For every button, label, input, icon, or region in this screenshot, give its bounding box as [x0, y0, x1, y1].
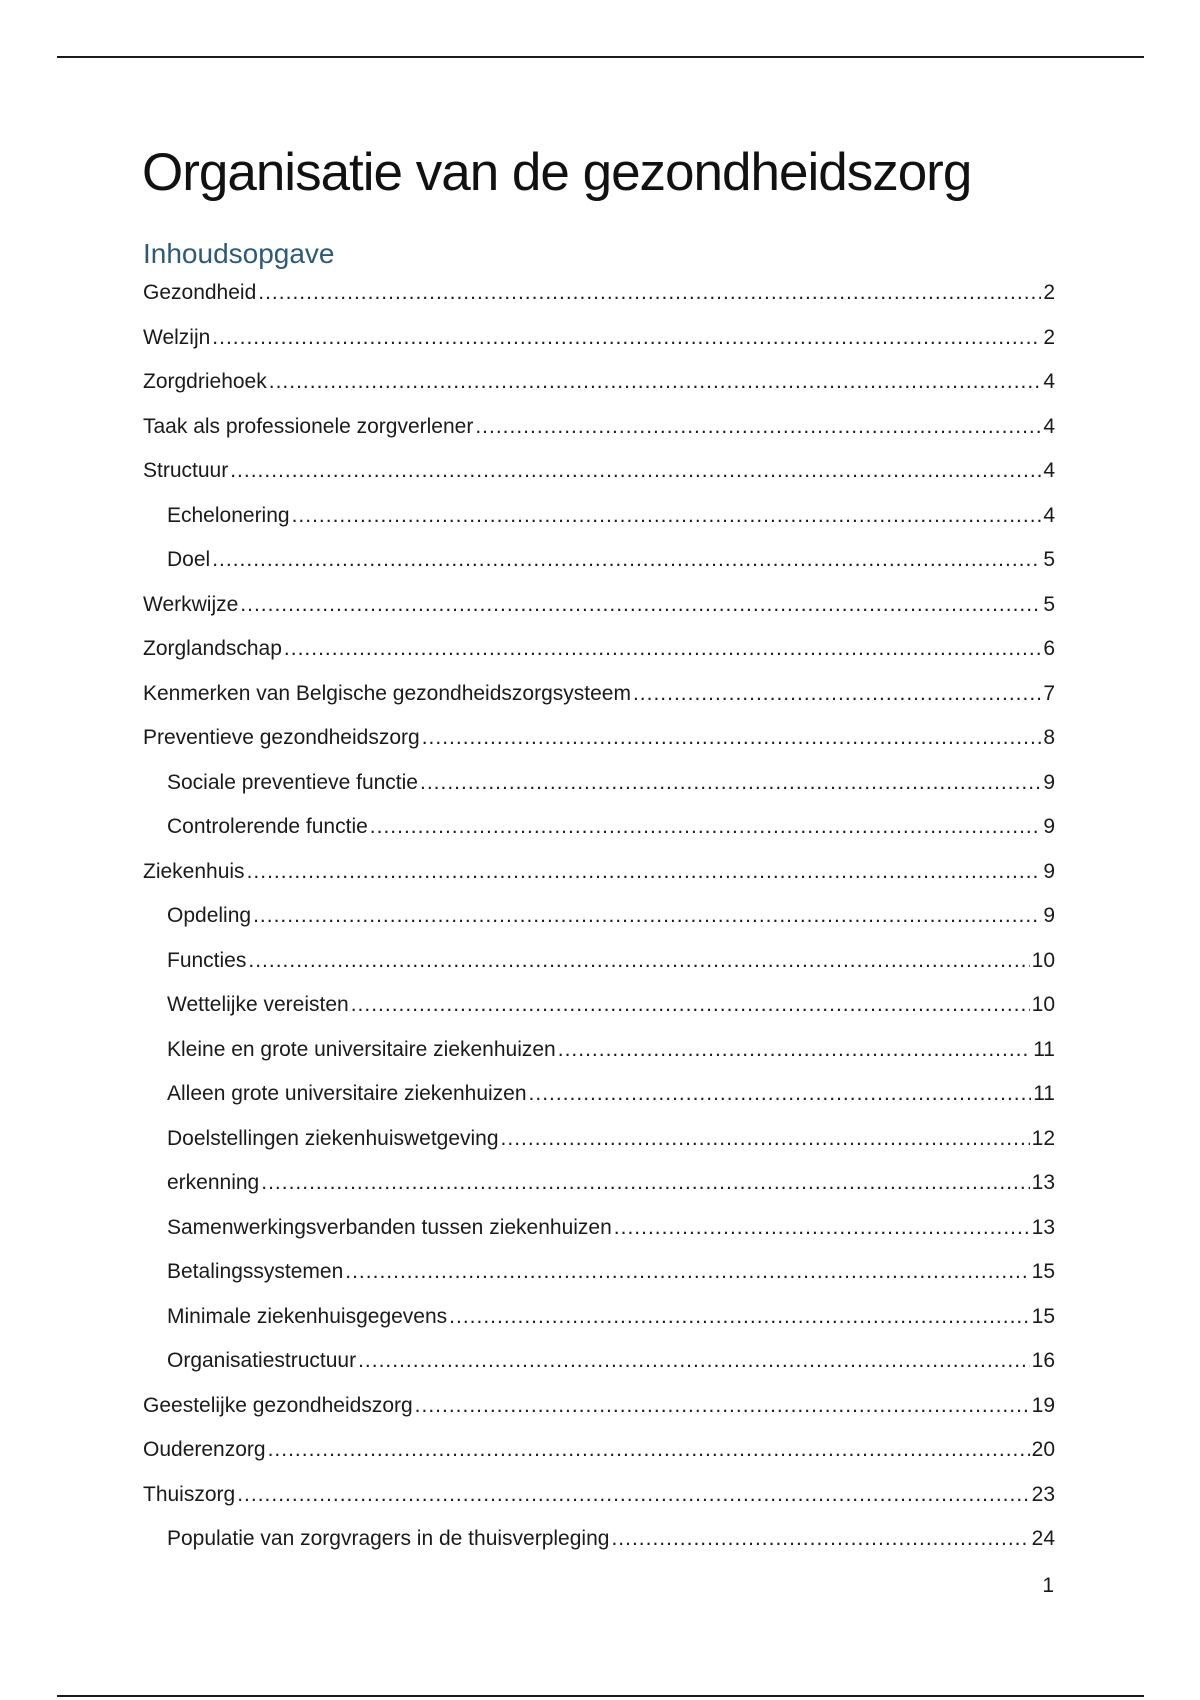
toc-entry-label: Thuiszorg: [143, 1482, 236, 1506]
toc-entry[interactable]: [143, 316, 1055, 361]
toc-dot-leader: [358, 1339, 1030, 1384]
toc-dot-leader: [415, 1384, 1030, 1429]
toc-entry[interactable]: [143, 271, 1055, 316]
toc-entry-page: 4: [1043, 459, 1055, 482]
toc-entry-label: Zorgdriehoek: [143, 370, 267, 393]
toc-dot-leader: [370, 805, 1041, 850]
toc-entry[interactable]: [143, 1206, 1055, 1251]
toc-entry-label: Sociale preventieve functie: [167, 770, 418, 794]
toc-entry-label: Betalingssystemen: [167, 1260, 344, 1283]
toc-entry[interactable]: [143, 983, 1055, 1028]
toc-entry-label: Werkwijze: [143, 592, 239, 616]
toc-entry-page: 10: [1031, 948, 1055, 972]
toc-entry[interactable]: [143, 360, 1055, 405]
toc-dot-leader: [261, 1161, 1029, 1206]
toc-entry[interactable]: [143, 1339, 1055, 1384]
toc-entry-page: 13: [1031, 1171, 1055, 1194]
toc-dot-leader: [422, 716, 1041, 761]
toc-entry-page: 13: [1031, 1215, 1055, 1239]
toc-entry-page: 15: [1031, 1304, 1055, 1328]
toc-dot-leader: [501, 1117, 1030, 1162]
toc-entry[interactable]: [143, 1117, 1055, 1162]
toc-entry[interactable]: [143, 1161, 1055, 1206]
toc-dot-leader: [284, 627, 1041, 672]
toc-entry-page: 9: [1043, 904, 1055, 927]
toc-entry-label: Minimale ziekenhuisgegevens: [167, 1304, 448, 1328]
toc-entry-label: erkenning: [167, 1171, 260, 1194]
table-of-contents: [143, 271, 1055, 1562]
toc-entry-page: 9: [1043, 859, 1055, 883]
toc-entry-label: Structuur: [143, 459, 229, 482]
toc-entry-label: Taak als professionele zorgverlener: [143, 414, 474, 438]
toc-entry-label: Controlerende functie: [167, 815, 368, 838]
toc-entry[interactable]: [143, 1028, 1055, 1073]
toc-entry-label: Doel: [167, 548, 211, 571]
toc-dot-leader: [345, 1250, 1029, 1295]
toc-entry[interactable]: [143, 1072, 1055, 1117]
toc-entry-label: Zorglandschap: [143, 637, 282, 660]
toc-entry-label: Preventieve gezondheidszorg: [143, 726, 420, 749]
toc-entry-page: 12: [1031, 1126, 1055, 1150]
toc-entry[interactable]: [143, 716, 1055, 761]
toc-entry[interactable]: [143, 894, 1055, 939]
toc-entry-label: Ouderenzorg: [143, 1438, 266, 1461]
toc-entry-label: Gezondheid: [143, 281, 257, 304]
toc-dot-leader: [212, 538, 1041, 583]
toc-entry-page: 4: [1043, 503, 1055, 527]
toc-entry-page: 15: [1031, 1260, 1055, 1283]
document-title: Organisatie van de gezondheidszorg: [142, 143, 972, 202]
toc-dot-leader: [230, 449, 1041, 494]
toc-entry[interactable]: [143, 672, 1055, 717]
toc-entry[interactable]: [143, 1473, 1055, 1518]
bottom-rule: [57, 1695, 1144, 1697]
toc-entry-page: 11: [1033, 1082, 1055, 1105]
toc-entry[interactable]: [143, 805, 1055, 850]
toc-entry-label: Wettelijke vereisten: [167, 993, 349, 1016]
toc-dot-leader: [529, 1072, 1032, 1117]
toc-entry-label: Opdeling: [167, 904, 252, 927]
toc-entry[interactable]: [143, 538, 1055, 583]
toc-dot-leader: [292, 494, 1041, 539]
toc-entry-page: 20: [1031, 1438, 1055, 1461]
toc-entry-page: 6: [1043, 637, 1055, 660]
toc-dot-leader: [351, 983, 1030, 1028]
toc-dot-leader: [558, 1028, 1031, 1073]
toc-entry[interactable]: [143, 494, 1055, 539]
toc-entry-page: 11: [1033, 1037, 1055, 1061]
toc-entry-label: Echelonering: [167, 503, 290, 527]
toc-entry-label: Kleine en grote universitaire ziekenhuizen: [167, 1037, 556, 1061]
toc-entry[interactable]: [143, 1517, 1055, 1562]
toc-entry[interactable]: [143, 850, 1055, 895]
toc-dot-leader: [237, 1473, 1029, 1518]
toc-entry-page: 24: [1031, 1527, 1055, 1550]
toc-dot-leader: [253, 894, 1041, 939]
toc-entry-page: 9: [1043, 770, 1055, 794]
toc-entry[interactable]: [143, 583, 1055, 628]
toc-dot-leader: [258, 271, 1041, 316]
toc-entry-label: Geestelijke gezondheidszorg: [143, 1393, 413, 1417]
toc-entry-page: 10: [1031, 993, 1055, 1016]
toc-dot-leader: [248, 939, 1029, 984]
toc-entry-page: 8: [1043, 726, 1055, 749]
toc-entry-page: 7: [1043, 681, 1055, 705]
top-rule: [57, 56, 1144, 58]
toc-entry-label: Welzijn: [143, 325, 211, 349]
toc-entry-label: Populatie van zorgvragers in de thuisverpleging: [167, 1527, 610, 1550]
toc-entry-label: Organisatiestructuur: [167, 1349, 357, 1372]
toc-entry-label: Doelstellingen ziekenhuiswetgeving: [167, 1126, 499, 1150]
toc-heading: Inhoudsopgave: [143, 238, 335, 269]
toc-dot-leader: [268, 1428, 1030, 1473]
toc-dot-leader: [449, 1295, 1029, 1340]
toc-dot-leader: [420, 761, 1041, 806]
page-number: 1: [1042, 1574, 1054, 1597]
toc-entry-page: 16: [1031, 1349, 1055, 1372]
toc-entry[interactable]: [143, 761, 1055, 806]
toc-entry-label: Samenwerkingsverbanden tussen ziekenhuizen: [167, 1215, 612, 1239]
toc-entry[interactable]: [143, 449, 1055, 494]
toc-dot-leader: [475, 405, 1041, 450]
toc-entry-page: 4: [1043, 414, 1055, 438]
toc-dot-leader: [240, 583, 1041, 628]
toc-entry-page: 5: [1043, 548, 1055, 571]
toc-entry[interactable]: [143, 627, 1055, 672]
toc-entry[interactable]: [143, 405, 1055, 450]
toc-entry-page: 9: [1043, 815, 1055, 838]
toc-dot-leader: [212, 316, 1041, 361]
toc-entry-page: 5: [1043, 592, 1055, 616]
toc-entry[interactable]: [143, 1250, 1055, 1295]
toc-dot-leader: [247, 850, 1041, 895]
toc-entry-page: 19: [1031, 1393, 1055, 1417]
toc-dot-leader: [611, 1517, 1029, 1562]
toc-entry-label: Functies: [167, 948, 247, 972]
toc-entry-label: Kenmerken van Belgische gezondheidszorgsysteem: [143, 681, 631, 705]
toc-entry-page: 2: [1043, 281, 1055, 304]
toc-entry-page: 4: [1043, 370, 1055, 393]
toc-entry-page: 23: [1031, 1482, 1055, 1506]
toc-entry-label: Alleen grote universitaire ziekenhuizen: [167, 1082, 527, 1105]
toc-dot-leader: [633, 672, 1041, 717]
toc-dot-leader: [269, 360, 1041, 405]
toc-entry[interactable]: [143, 1428, 1055, 1473]
toc-dot-leader: [614, 1206, 1030, 1251]
toc-entry[interactable]: [143, 1295, 1055, 1340]
toc-entry[interactable]: [143, 939, 1055, 984]
toc-entry-label: Ziekenhuis: [143, 859, 245, 883]
toc-entry-page: 2: [1043, 325, 1055, 349]
toc-entry[interactable]: [143, 1384, 1055, 1429]
